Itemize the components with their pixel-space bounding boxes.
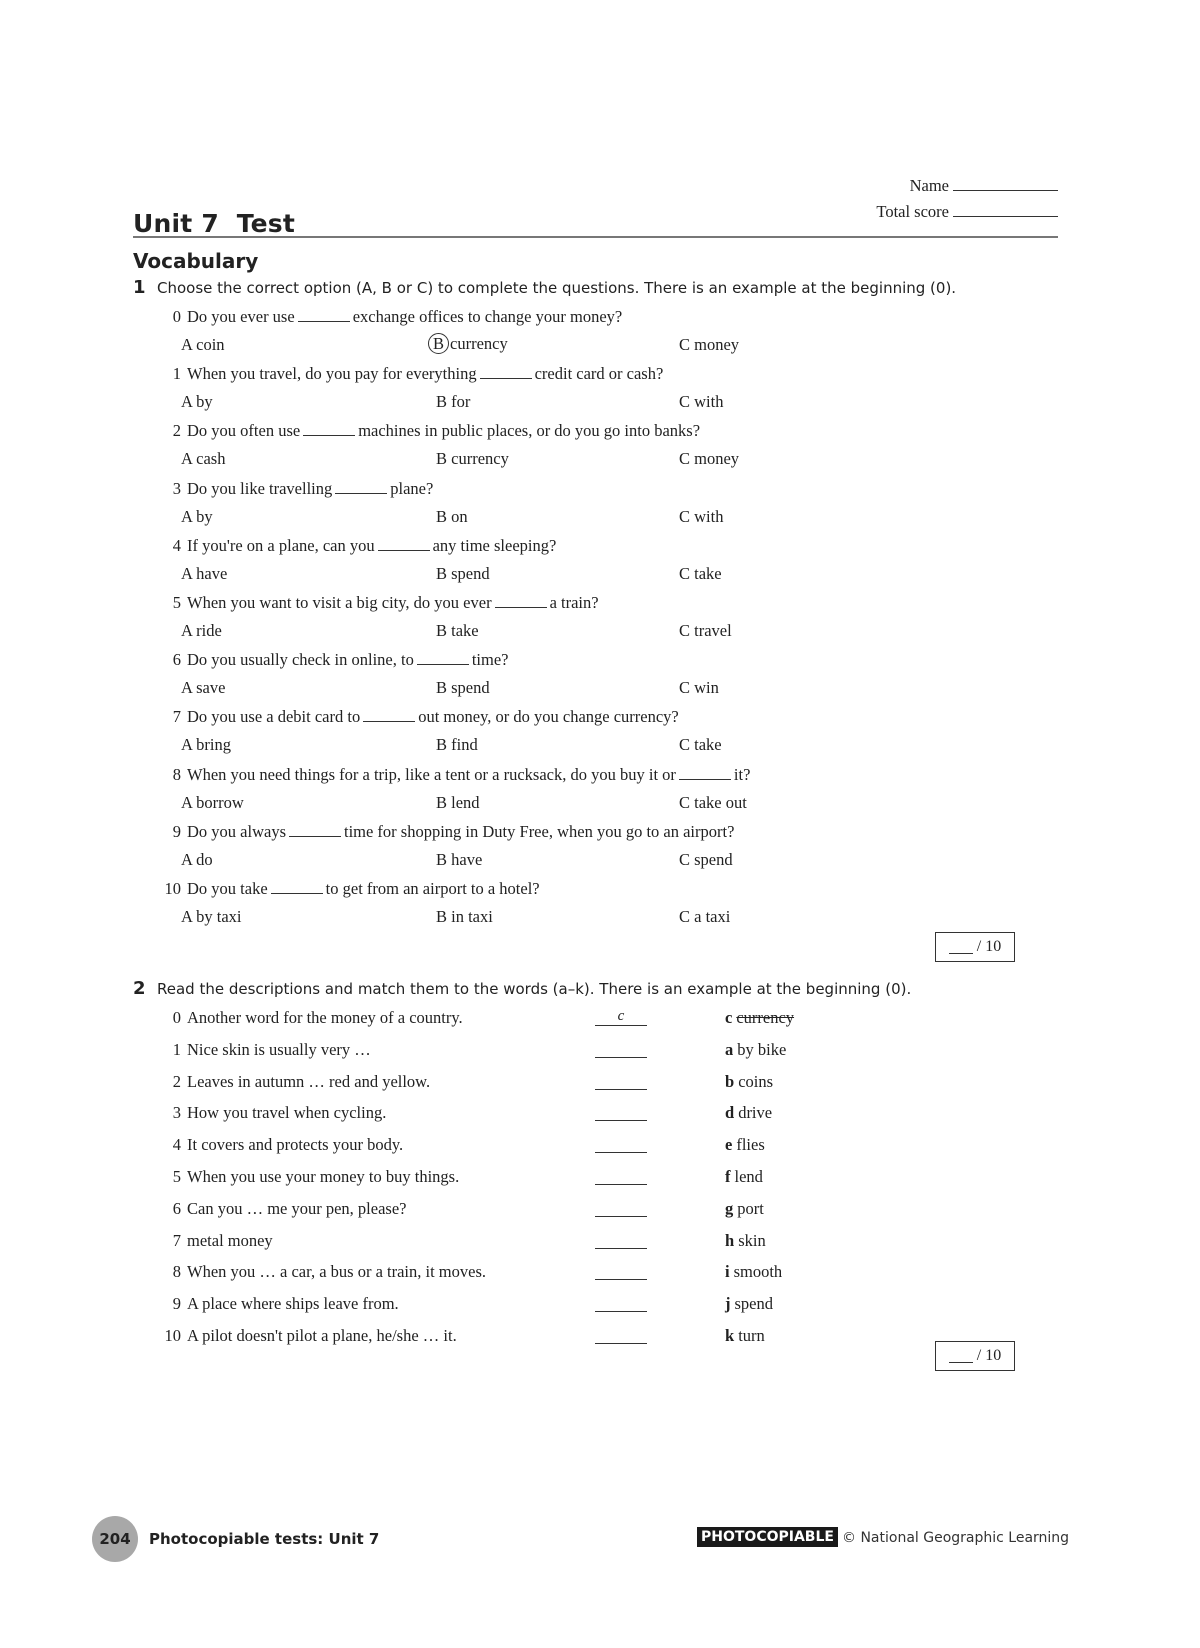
option-a[interactable]: A borrow	[181, 792, 244, 812]
circled-answer-mark: B	[428, 333, 449, 354]
question-text-after: time for shopping in Duty Free, when you go to an airport?	[343, 821, 735, 841]
question-text-before: Do you use a debit card to	[187, 707, 361, 727]
match-word	[725, 1135, 765, 1155]
option-c[interactable]: C win	[679, 678, 719, 698]
match-word-text: smooth	[733, 1262, 783, 1282]
match-word-text: port	[737, 1198, 764, 1218]
question-number: 7	[172, 707, 181, 727]
match-word-letter: a	[725, 1039, 734, 1059]
question-number: 0	[172, 307, 181, 326]
answer-gap[interactable]	[271, 881, 323, 894]
match-description	[155, 1040, 371, 1060]
option-b[interactable]: B spend	[436, 678, 490, 698]
question-text-before: If you're on a plane, can you	[187, 535, 375, 555]
match-description	[155, 1008, 463, 1028]
question-text-before: When you travel, do you pay for everything	[187, 364, 477, 384]
option-a[interactable]: A by	[181, 392, 213, 412]
match-number: 4	[172, 1135, 181, 1155]
exercise-2-heading	[133, 978, 911, 999]
total-score-label: Total score	[876, 202, 949, 221]
question-text-before: Do you always	[187, 821, 286, 841]
match-word-text: flies	[736, 1135, 765, 1155]
option-c[interactable]: C take out	[679, 792, 747, 812]
match-answer-blank[interactable]: c	[595, 1009, 647, 1026]
match-description-text: It covers and protects your body.	[187, 1135, 404, 1155]
match-word-letter: h	[725, 1230, 735, 1250]
question-text-after: exchange offices to change your money?	[352, 307, 623, 326]
match-word	[725, 1262, 782, 1282]
question-number: 2	[172, 421, 181, 441]
question-stem	[155, 536, 556, 556]
option-c[interactable]: C with	[679, 392, 724, 412]
match-word-text: by bike	[737, 1039, 787, 1059]
match-description	[155, 1072, 430, 1092]
match-word-text: turn	[738, 1326, 765, 1345]
option-c[interactable]: C travel	[679, 621, 732, 640]
option-a[interactable]: A bring	[181, 735, 231, 755]
match-description-text: Another word for the money of a country.	[187, 1008, 463, 1027]
option-b[interactable]: B on	[436, 506, 468, 526]
student-info-block	[876, 176, 1058, 228]
option-b[interactable]: B take	[436, 621, 479, 640]
match-number: 5	[172, 1167, 181, 1186]
match-word-letter: d	[725, 1103, 735, 1123]
question-stem	[155, 765, 750, 785]
option-b[interactable]	[428, 333, 508, 354]
match-word	[725, 1072, 773, 1092]
question-stem	[155, 650, 509, 670]
match-word-text: spend	[734, 1294, 773, 1314]
question-text-after: any time sleeping?	[432, 535, 557, 555]
match-word-text: lend	[734, 1167, 763, 1186]
question-number: 3	[172, 478, 181, 498]
title-divider	[133, 236, 1058, 238]
match-word-letter: j	[725, 1294, 731, 1314]
exercise-2-score-blank[interactable]	[949, 1350, 973, 1363]
match-description-text: metal money	[187, 1230, 273, 1250]
question-number: 6	[172, 650, 181, 670]
match-description	[155, 1294, 399, 1314]
question-text-before: Do you like travelling	[187, 478, 333, 498]
question-stem	[155, 421, 700, 441]
question-text-before: When you want to visit a big city, do you ever	[187, 593, 492, 612]
option-c[interactable]: C take	[679, 735, 722, 755]
match-description-text: A pilot doesn't pilot a plane, he/she … it.	[187, 1326, 457, 1345]
match-description-text: When you use your money to buy things.	[187, 1167, 460, 1186]
option-b[interactable]: B for	[436, 392, 471, 412]
match-word-text: drive	[738, 1103, 773, 1123]
answer-gap[interactable]	[679, 767, 731, 780]
match-number: 8	[172, 1262, 181, 1282]
question-number: 10	[164, 879, 181, 898]
match-word-letter: b	[725, 1071, 735, 1091]
question-number: 8	[172, 764, 181, 784]
answer-gap[interactable]	[417, 652, 469, 665]
question-text-before: Do you ever use	[187, 307, 295, 326]
option-c[interactable]: C a taxi	[679, 907, 731, 926]
question-text-after: plane?	[390, 478, 434, 498]
total-score-field[interactable]	[876, 202, 1058, 228]
match-word-letter: c	[725, 1008, 733, 1027]
question-text-before: Do you usually check in online, to	[187, 650, 414, 670]
match-word	[725, 1008, 794, 1028]
match-word-letter: f	[725, 1167, 731, 1186]
exercise-1-number: 1	[133, 277, 146, 298]
exercise-1-heading	[133, 277, 956, 298]
match-answer-blank[interactable]	[595, 1232, 647, 1249]
option-b[interactable]: B find	[436, 735, 478, 755]
option-a[interactable]: A by	[181, 506, 213, 526]
question-text-before: When you need things for a trip, like a tent or a rucksack, do you buy it or	[187, 764, 676, 784]
footer-title: Photocopiable tests: Unit 7	[149, 1530, 380, 1548]
exercise-2-number: 2	[133, 978, 146, 999]
question-text-before: Do you take	[187, 879, 268, 898]
match-description	[155, 1167, 459, 1187]
exercise-2-instruction: Read the descriptions and match them to the words (a–k). There is an example at the beginning (0).	[157, 980, 912, 998]
option-c[interactable]: C money	[679, 449, 740, 469]
match-word	[725, 1199, 764, 1219]
match-description	[155, 1135, 403, 1155]
match-word	[725, 1040, 786, 1060]
option-b[interactable]: B spend	[436, 563, 490, 583]
page-number: 204	[92, 1516, 138, 1562]
match-answer-blank[interactable]	[595, 1104, 647, 1121]
option-b-text: currency	[450, 334, 508, 353]
option-b[interactable]: B in taxi	[436, 907, 493, 926]
answer-gap[interactable]	[363, 709, 415, 722]
question-text-before: Do you often use	[187, 421, 301, 441]
match-word-letter: e	[725, 1135, 733, 1155]
question-text-after: out money, or do you change currency?	[418, 707, 679, 727]
option-c[interactable]: C money	[679, 335, 740, 354]
match-word-text: currency	[736, 1008, 795, 1027]
match-number: 1	[172, 1039, 181, 1059]
option-a[interactable]: A coin	[181, 335, 225, 354]
match-description	[155, 1326, 457, 1346]
match-word-letter: i	[725, 1262, 730, 1282]
answer-gap[interactable]	[378, 538, 430, 551]
question-text-after: time?	[471, 650, 509, 670]
question-number: 5	[172, 593, 181, 612]
match-word	[725, 1167, 763, 1187]
match-description	[155, 1199, 406, 1219]
option-a[interactable]: A cash	[181, 449, 226, 469]
match-description	[155, 1262, 486, 1282]
question-stem	[155, 479, 433, 499]
answer-gap[interactable]	[298, 309, 350, 322]
section-heading: Vocabulary	[133, 249, 259, 273]
exercise-1-score-total: / 10	[976, 938, 1002, 955]
exercise-1-score-blank[interactable]	[949, 941, 973, 954]
match-answer-blank[interactable]	[595, 1263, 647, 1280]
match-description-text: How you travel when cycling.	[187, 1103, 387, 1123]
match-description-text: A place where ships leave from.	[187, 1294, 399, 1314]
match-number: 2	[172, 1071, 181, 1091]
question-stem	[155, 593, 599, 613]
question-number: 4	[172, 535, 181, 555]
match-description-text: When you … a car, a bus or a train, it moves.	[187, 1262, 486, 1282]
page-title: Unit 7 Test	[133, 209, 296, 238]
question-stem	[155, 879, 540, 899]
option-a[interactable]: A do	[181, 849, 213, 869]
question-stem	[155, 307, 622, 327]
match-word-text: skin	[738, 1230, 766, 1250]
answer-gap[interactable]	[289, 824, 341, 837]
match-number: 9	[172, 1294, 181, 1314]
photocopiable-badge: PHOTOCOPIABLE	[697, 1527, 838, 1547]
match-answer-blank[interactable]	[595, 1136, 647, 1153]
exercise-2-score-total: / 10	[976, 1347, 1002, 1364]
match-answer-blank[interactable]	[595, 1200, 647, 1217]
match-word-letter: g	[725, 1198, 734, 1218]
option-a[interactable]: A ride	[181, 621, 222, 640]
question-text-after: machines in public places, or do you go into banks?	[358, 421, 701, 441]
match-number: 6	[172, 1198, 181, 1218]
option-c[interactable]: C spend	[679, 849, 733, 869]
question-number: 1	[172, 364, 181, 384]
match-word-text: coins	[738, 1071, 774, 1091]
match-number: 3	[172, 1103, 181, 1123]
answer-gap[interactable]	[335, 481, 387, 494]
match-number: 0	[172, 1008, 181, 1027]
match-description-text: Can you … me your pen, please?	[187, 1198, 407, 1218]
match-description-text: Nice skin is usually very …	[187, 1039, 371, 1059]
match-number: 7	[172, 1230, 181, 1250]
match-answer-blank[interactable]	[595, 1168, 647, 1185]
copyright-notice: © National Geographic Learning	[842, 1530, 1070, 1546]
match-answer-blank[interactable]	[595, 1295, 647, 1312]
match-answer-blank[interactable]	[595, 1327, 647, 1344]
name-field[interactable]	[876, 176, 1058, 202]
answer-gap[interactable]	[303, 423, 355, 436]
match-description-text: Leaves in autumn … red and yellow.	[187, 1071, 431, 1091]
name-label: Name	[909, 176, 949, 195]
match-word	[725, 1103, 772, 1123]
match-word	[725, 1326, 765, 1346]
answer-gap[interactable]	[495, 595, 547, 608]
answer-gap[interactable]	[480, 366, 532, 379]
match-number: 10	[164, 1326, 181, 1345]
match-answer-blank[interactable]	[595, 1041, 647, 1058]
match-word	[725, 1294, 773, 1314]
match-description	[155, 1103, 386, 1123]
exercise-1-instruction: Choose the correct option (A, B or C) to complete the questions. There is an example at the beginning (0).	[157, 279, 957, 297]
question-stem	[155, 707, 679, 727]
match-word-letter: k	[725, 1326, 735, 1345]
exercise-1-score-box[interactable]	[935, 932, 1015, 962]
question-stem	[155, 822, 734, 842]
question-number: 9	[172, 821, 181, 841]
option-a[interactable]: A have	[181, 563, 228, 583]
option-b[interactable]: B have	[436, 849, 483, 869]
total-score-blank[interactable]	[953, 202, 1058, 217]
option-a[interactable]: A by taxi	[181, 907, 242, 926]
question-text-after: it?	[733, 764, 751, 784]
match-answer-blank[interactable]	[595, 1073, 647, 1090]
option-c[interactable]: C take	[679, 563, 722, 583]
option-a[interactable]: A save	[181, 678, 226, 698]
question-text-after: a train?	[549, 593, 599, 612]
exercise-2-score-box[interactable]	[935, 1341, 1015, 1371]
option-c[interactable]: C with	[679, 506, 724, 526]
question-stem	[155, 364, 663, 384]
question-text-after: to get from an airport to a hotel?	[325, 879, 540, 898]
name-blank[interactable]	[953, 176, 1058, 191]
match-description	[155, 1231, 273, 1251]
match-word	[725, 1231, 766, 1251]
option-b[interactable]: B currency	[436, 449, 509, 469]
question-text-after: credit card or cash?	[534, 364, 664, 384]
option-b[interactable]: B lend	[436, 792, 480, 812]
